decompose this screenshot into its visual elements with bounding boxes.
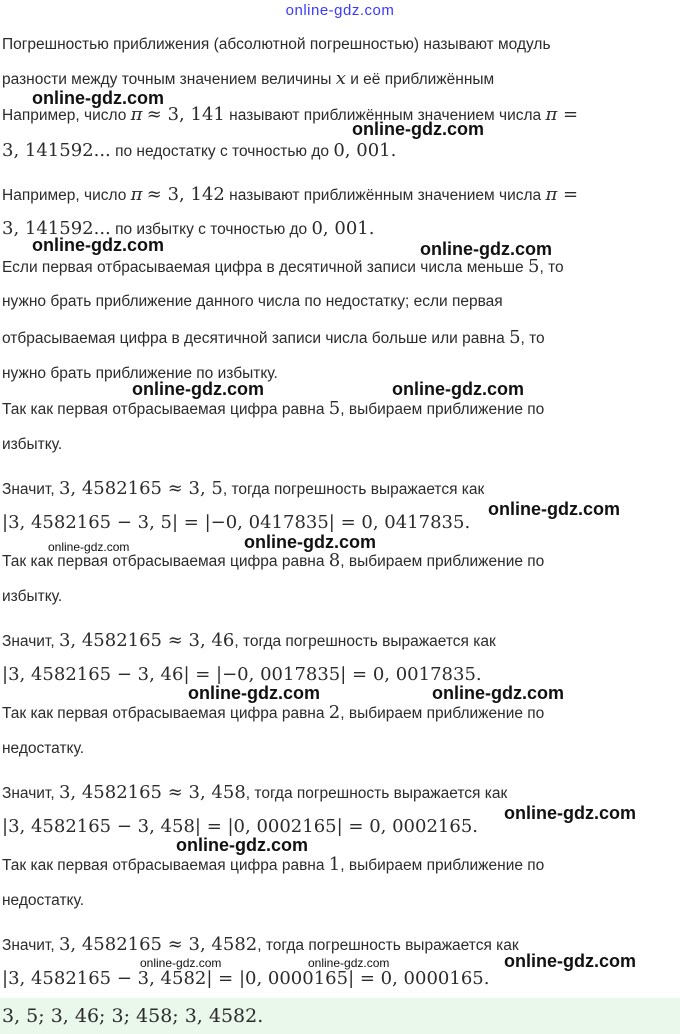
example-1-line-2 <box>0 140 680 163</box>
precision-value: 0, 001. <box>333 140 397 161</box>
approx-value: ≈ 3, 142 <box>146 184 225 205</box>
example-text: Например, число <box>2 187 127 204</box>
step-3-direction: недостатку. <box>2 740 85 757</box>
step-3-result <box>0 782 680 805</box>
step-digit: 1 <box>328 854 341 875</box>
step-4-error-formula: |3, 4582165 − 3, 4582| = |0, 0000165| = 0, 0000165. <box>2 968 490 989</box>
rule-line-2: нужно брать приближение данного числа по недостатку; если первая <box>2 293 503 310</box>
step-text: Значит, <box>2 785 55 802</box>
watermark: online-gdz.com <box>504 951 636 971</box>
watermark: online-gdz.com <box>308 956 390 970</box>
example-text: называют приближённым значением числа <box>229 107 542 124</box>
watermark: online-gdz.com <box>352 119 484 139</box>
rule-digit: 5 <box>528 256 540 277</box>
precision-value: 0, 001. <box>311 218 375 239</box>
watermark: online-gdz.com <box>132 379 264 399</box>
watermark: online-gdz.com <box>244 532 376 552</box>
watermark: online-gdz.com <box>176 835 308 855</box>
step-text: , выбираем приближение по <box>340 401 545 418</box>
step-4-reason <box>0 854 680 877</box>
rule-text: отбрасываемая цифра в десятичной записи числа больше или равна <box>2 330 505 347</box>
pi-symbol: π <box>130 184 143 205</box>
step-text: , выбираем приближение по <box>340 553 545 570</box>
watermark: online-gdz.com <box>504 803 636 823</box>
pi-equals: π = <box>545 104 579 125</box>
step-3-reason <box>0 702 680 725</box>
pi-equals: π = <box>545 184 579 205</box>
watermark: online-gdz.com <box>32 88 164 108</box>
rule-digit: 5 <box>509 327 521 348</box>
step-1-reason <box>0 398 680 421</box>
step-digit: 8 <box>328 550 341 571</box>
step-text: Так как первая отбрасываемая цифра равна <box>2 857 325 874</box>
answer-box <box>0 998 680 1034</box>
step-2-result <box>0 630 680 653</box>
pi-decimal: 3, 141592... <box>2 218 111 239</box>
step-text: Так как первая отбрасываемая цифра равна <box>2 705 325 722</box>
watermark: online-gdz.com <box>188 683 320 703</box>
watermark: online-gdz.com <box>48 540 130 554</box>
step-digit: 5 <box>328 398 341 419</box>
approx-value: ≈ 3, 141 <box>146 104 225 125</box>
answer-text: 3, 5; 3, 46; 3; 458; 3, 4582. <box>2 1005 264 1027</box>
step-text: , выбираем приближение по <box>340 705 545 722</box>
variable-x: x <box>335 68 346 89</box>
step-1-direction: избытку. <box>2 436 63 453</box>
watermark: online-gdz.com <box>392 379 524 399</box>
rule-line-3 <box>0 327 680 350</box>
step-text: Значит, <box>2 633 55 650</box>
watermark: online-gdz.com <box>140 956 222 970</box>
step-text: Так как первая отбрасываемая цифра равна <box>2 553 325 570</box>
pi-decimal: 3, 141592... <box>2 140 111 161</box>
rule-text: , то <box>520 330 545 347</box>
step-1-result <box>0 478 680 501</box>
approx-expression: 3, 4582165 ≈ 3, 458 <box>58 782 246 803</box>
step-text: , тогда погрешность выражается как <box>234 633 496 650</box>
step-text: , тогда погрешность выражается как <box>245 785 508 802</box>
pi-symbol: π <box>130 104 143 125</box>
example-2-line-1 <box>0 184 680 207</box>
watermark: online-gdz.com <box>32 235 164 255</box>
step-2-error-formula: |3, 4582165 − 3, 46| = |−0, 0017835| = 0, 0017835. <box>2 664 482 685</box>
example-text: по недостатку с точностью до <box>115 143 330 160</box>
step-text: Так как первая отбрасываемая цифра равна <box>2 401 325 418</box>
example-text: называют приближённым значением числа <box>229 187 542 204</box>
step-text: , выбираем приближение по <box>340 857 545 874</box>
approx-expression: 3, 4582165 ≈ 3, 5 <box>58 478 223 499</box>
rule-line-4: нужно брать приближение по избытку. <box>2 365 278 382</box>
example-text: по избытку с точностью до <box>115 221 308 238</box>
site-header[interactable]: online-gdz.com <box>285 2 395 19</box>
definition-text: разности между точным значением величины <box>2 71 332 88</box>
step-text: , тогда погрешность выражается как <box>257 937 519 954</box>
step-1-error-formula: |3, 4582165 − 3, 5| = |−0, 0417835| = 0, 0417835. <box>2 512 471 533</box>
watermark: online-gdz.com <box>488 499 620 519</box>
step-text: , тогда погрешность выражается как <box>222 481 485 498</box>
approx-expression: 3, 4582165 ≈ 3, 46 <box>58 630 235 651</box>
step-3-error-formula: |3, 4582165 − 3, 458| = |0, 0002165| = 0, 0002165. <box>2 816 478 837</box>
step-text: Значит, <box>2 481 55 498</box>
step-text: Значит, <box>2 937 55 954</box>
approx-expression: 3, 4582165 ≈ 3, 4582 <box>58 934 258 955</box>
step-2-direction: избытку. <box>2 588 63 605</box>
watermark: online-gdz.com <box>432 683 564 703</box>
step-4-direction: недостатку. <box>2 892 85 909</box>
definition-line-1: Погрешностью приближения (абсолютной погрешностью) называют модуль <box>2 36 551 53</box>
example-text: Например, число <box>2 107 127 124</box>
rule-line-1 <box>0 256 680 279</box>
watermark: online-gdz.com <box>420 239 552 259</box>
rule-text: , то <box>539 259 564 276</box>
definition-text-end: и её приближённым <box>350 71 495 88</box>
step-digit: 2 <box>328 702 341 723</box>
rule-text: Если первая отбрасываемая цифра в десятичной записи числа меньше <box>2 259 524 276</box>
